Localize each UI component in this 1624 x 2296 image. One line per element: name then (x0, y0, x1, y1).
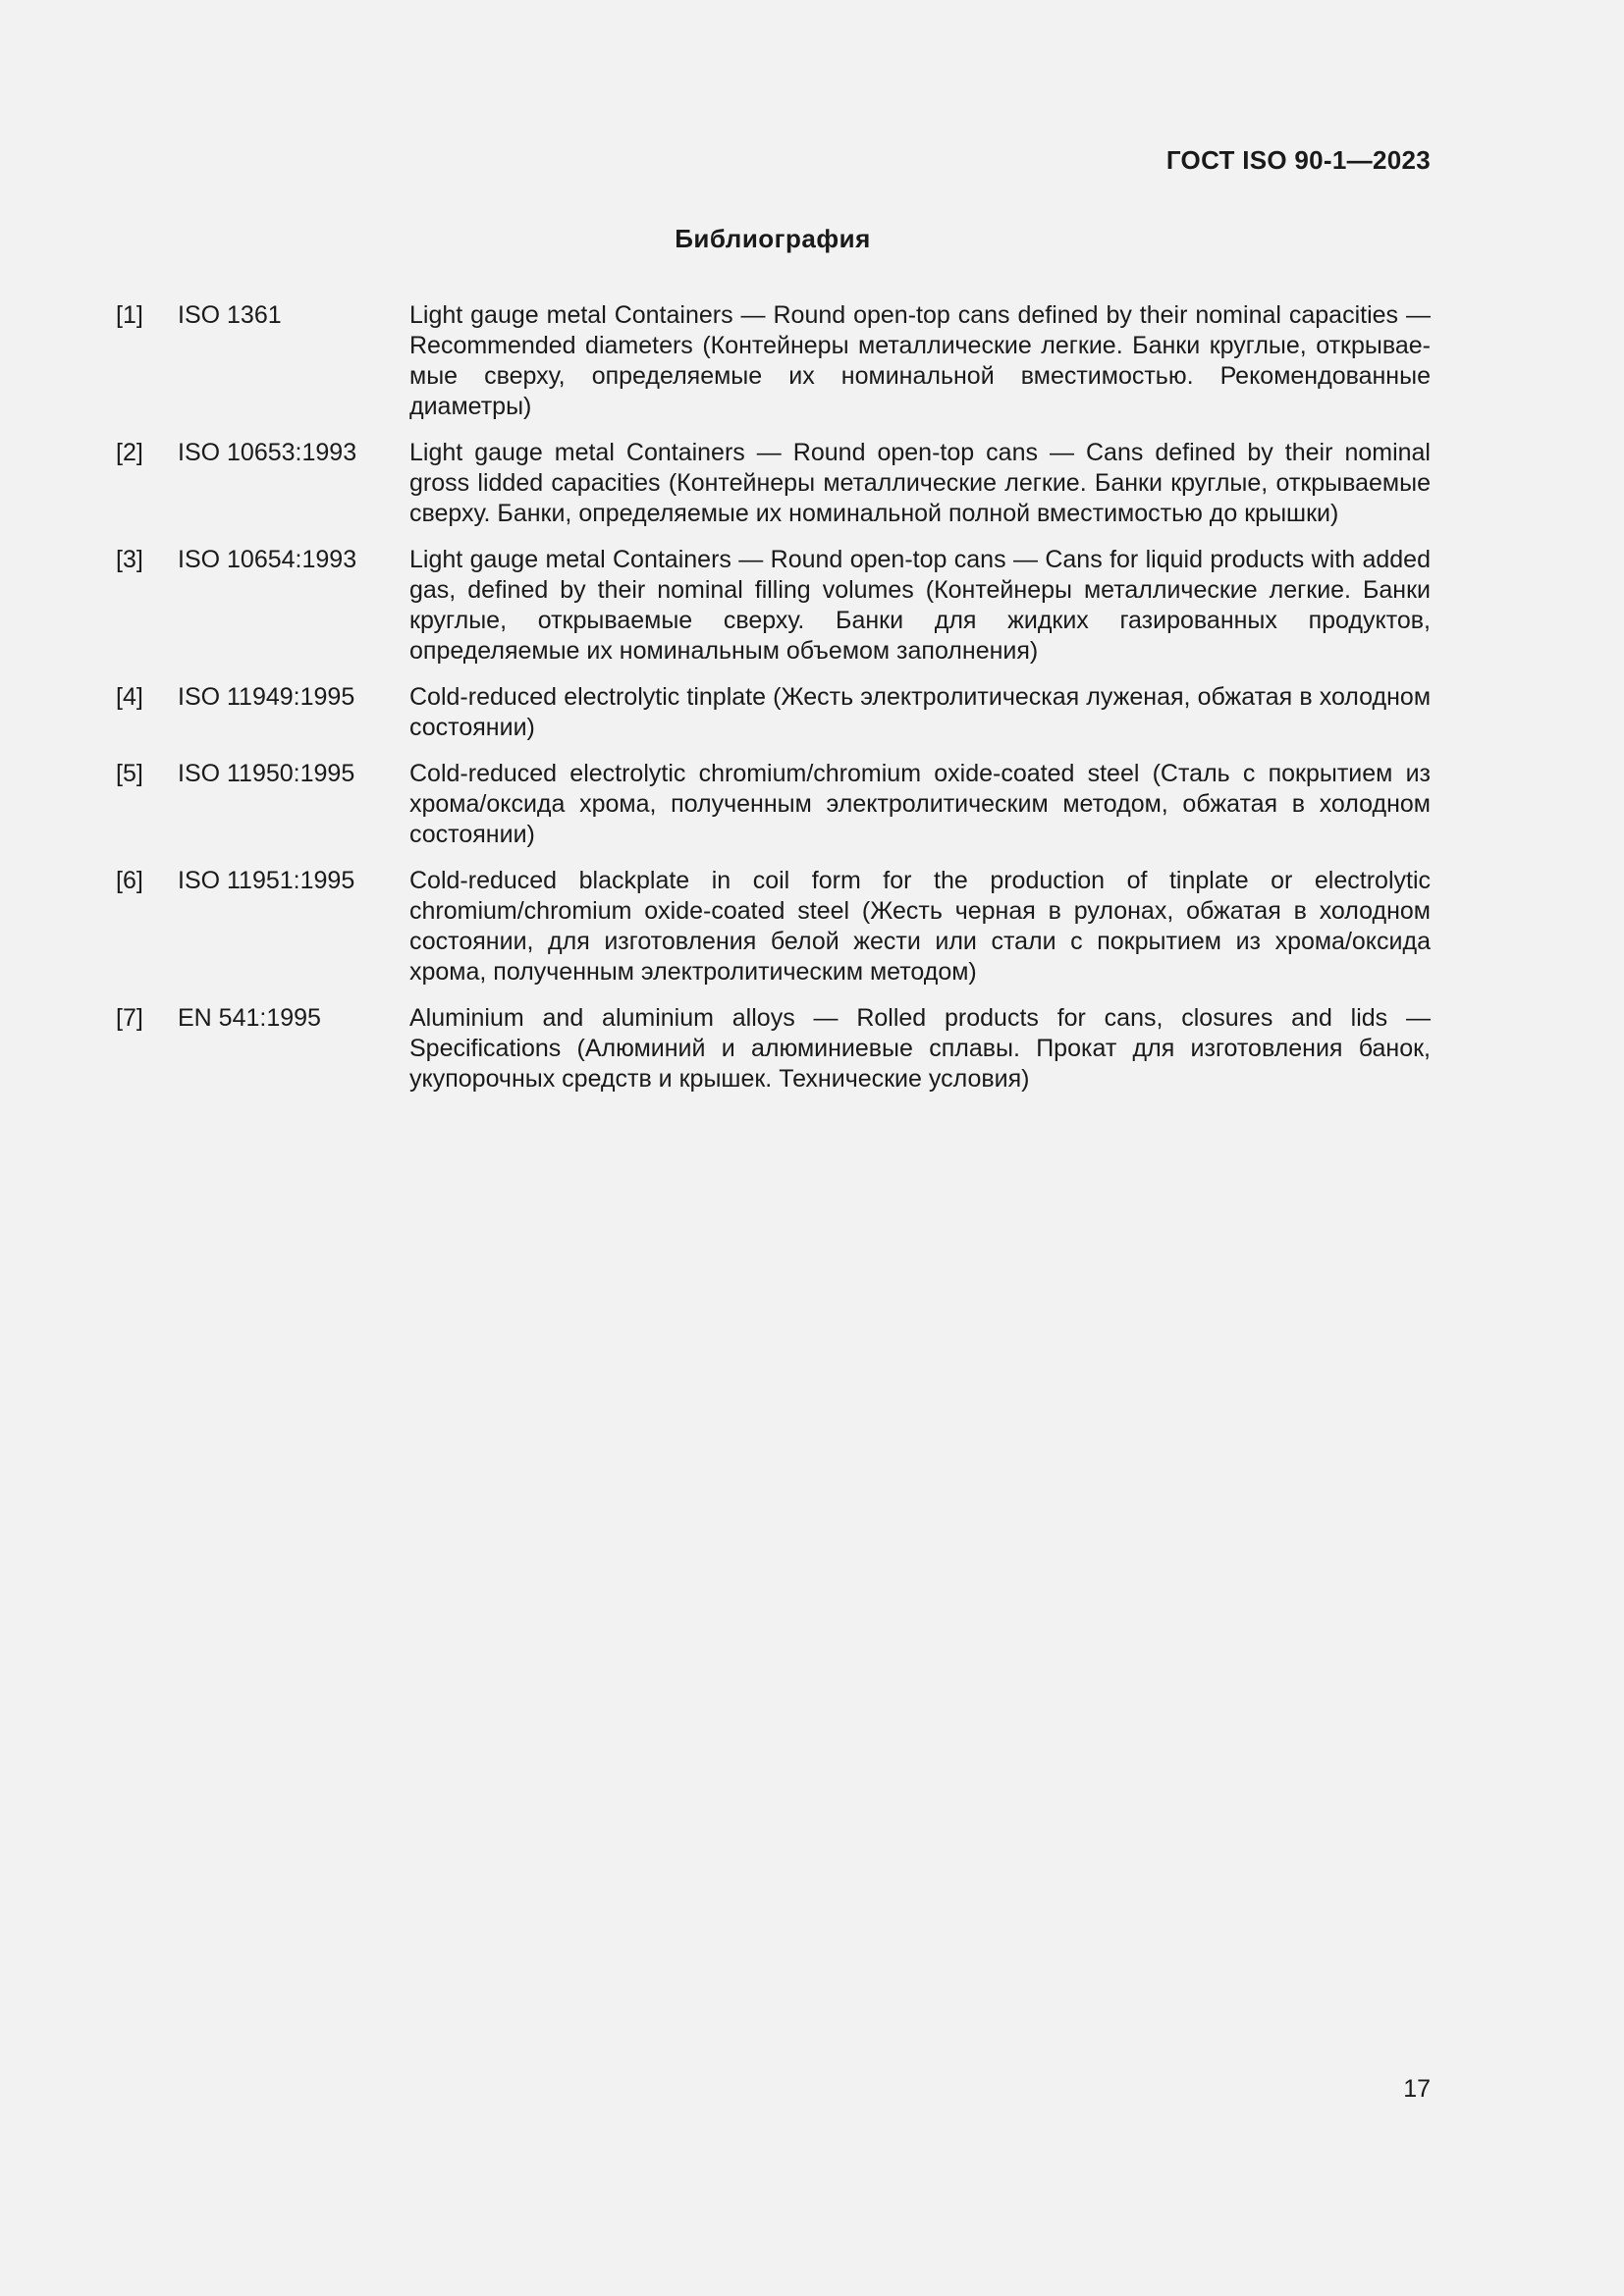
entry-standard: ISO 11951:1995 (178, 867, 355, 894)
bibliography-title: Библиография (675, 224, 871, 253)
bibliography-entry (116, 438, 1431, 529)
bibliography-entry (116, 300, 1431, 422)
bibliography-entry (116, 545, 1431, 667)
entry-title: Light gauge metal Containers — Round open-top cans defined by their nominal capacities — Recommended diameters (Контейнеры металлические легкие. Банки круглые, открываемые сверху, определяемые их номинальной вместимостью. Рекомендованные диаметры) (409, 301, 1431, 420)
document-code: ГОСТ ISO 90-1—2023 (1165, 145, 1431, 175)
bibliography-entry (116, 866, 1431, 988)
entry-standard: ISO 11949:1995 (178, 683, 355, 711)
entry-standard: ISO 11950:1995 (178, 760, 355, 787)
entry-standard: ISO 1361 (178, 301, 282, 329)
page-number: 17 (1403, 2075, 1431, 2103)
entry-title: Light gauge metal Containers — Round open-top cans — Cans for liquid products with added gas, defined by their nominal filling volumes (Контейнеры металлические легкие. Банки круглые, открываемые сверху. Банки для жидких газированных продуктов, определяемые их номинальным объемом заполнения) (409, 546, 1431, 665)
entry-standard: EN 541:1995 (178, 1004, 321, 1032)
entry-number: [3] (116, 546, 143, 573)
entry-title: Cold-reduced electrolytic chromium/chromium oxide-coated steel (Сталь с покрытием из хрома/оксида хрома, полученным электролитическим методом, обжатая в холодном состоянии) (409, 760, 1431, 848)
entry-standard: ISO 10654:1993 (178, 546, 357, 573)
entry-number: [6] (116, 867, 143, 894)
entry-title: Light gauge metal Containers — Round open-top cans — Cans defined by their nominal gross lidded capacities (Контейнеры металлические легкие. Банки круглые, открываемые сверху. Банки, определяемые их номинальной полной вместимостью до крышки) (409, 439, 1431, 527)
bibliography-entry (116, 759, 1431, 850)
entry-title: Cold-reduced blackplate in coil form for the production of tinplate or electrolytic chromium/chromium oxide-coated steel (Жесть черная в рулонах, обжатая в холодном состоянии, для изготовления белой жести или стали с покрытием из хрома/оксида хрома, полученным электролитическим методом) (409, 867, 1431, 986)
entry-number: [5] (116, 760, 143, 787)
entry-standard: ISO 10653:1993 (178, 439, 357, 466)
entry-number: [7] (116, 1004, 143, 1032)
entry-number: [1] (116, 301, 143, 329)
entry-number: [2] (116, 439, 143, 466)
bibliography-entry (116, 1003, 1431, 1095)
bibliography-entry (116, 682, 1431, 743)
entry-title: Aluminium and aluminium alloys — Rolled products for cans, closures and lids — Specifications (Алюминий и алюминиевые сплавы. Прокат для изготовления банок, укупорочных средств и крышек. Технические условия) (409, 1004, 1431, 1093)
bibliography-list (116, 300, 1431, 1110)
entry-number: [4] (116, 683, 143, 711)
entry-title: Cold-reduced electrolytic tinplate (Жесть электролитическая луженая, обжатая в холодном состоянии) (409, 683, 1431, 741)
